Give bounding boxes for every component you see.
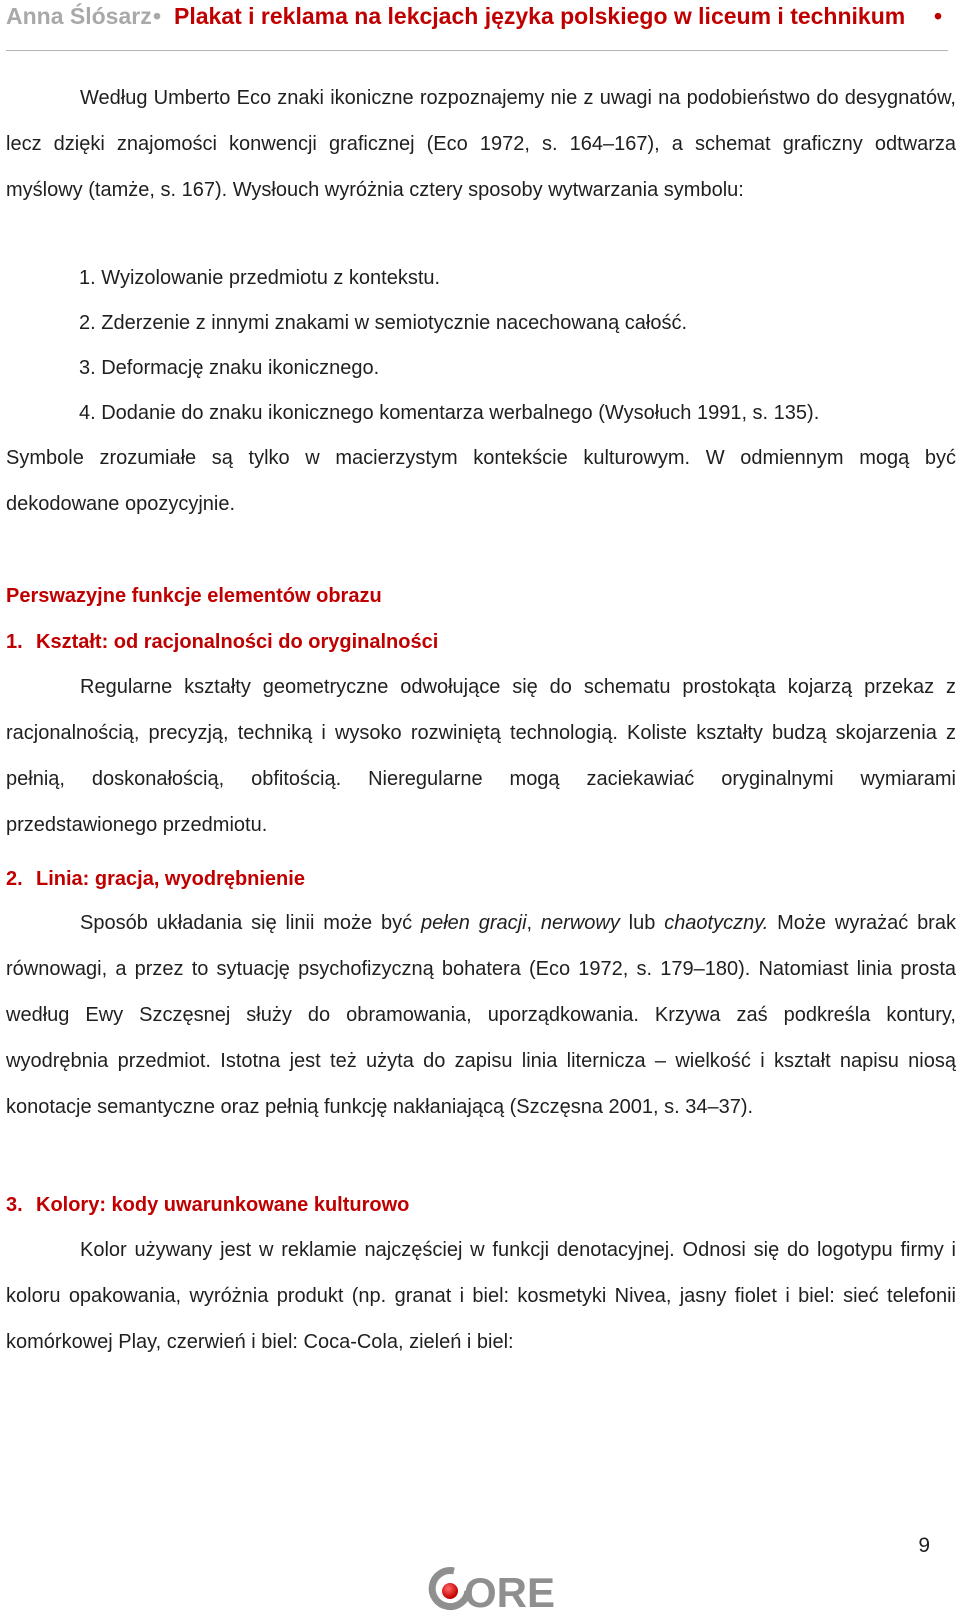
header-separator: • xyxy=(153,3,162,29)
header-trailing-bullet: • xyxy=(934,3,943,29)
subsection-number: 3. xyxy=(6,1194,23,1216)
italic-phrase: pełen gracji xyxy=(420,912,527,934)
closing-paragraph: Symbole zrozumiałe są tylko w macierzystym kontekście kulturowym. W odmiennym mogą być dekodowane opozycyjnie. xyxy=(6,447,956,515)
italic-phrase: nerwowy xyxy=(540,912,620,934)
colors-paragraph: Kolor używany jest w reklamie najczęściej w funkcji denotacyjnej. Odnosi się do logotypu firmy i koloru opakowania, wyróżnia produkt (np. granat i biel: kosmetyki Nivea, jasny fiolet i biel: sieć telefonii komórkowej Play, czerwień i biel: Coca-Cola, zieleń i biel: xyxy=(6,1239,956,1353)
list-item: 1. Wyizolowanie przedmiotu z kontekstu. xyxy=(79,267,441,289)
text-run: lub xyxy=(619,912,665,934)
list-item: 4. Dodanie do znaku ikonicznego komentarza werbalnego (Wysołuch 1991, s. 135). xyxy=(79,402,820,424)
shape-paragraph: Regularne kształty geometryczne odwołujące się do schematu prostokąta kojarzą przekaz z racjonalnością, precyzją, techniką i wysoko rozwiniętą technologią. Koliste kształty budzą skojarzenia z pełnią, doskonałością, obfitością. Nieregularne mogą zaciekawiać oryginalnymi wymiarami przedstawionego przedmiotu. xyxy=(6,676,956,836)
intro-paragraph: Według Umberto Eco znaki ikoniczne rozpoznajemy nie z uwagi na podobieństwo do desygnatów, lecz dzięki znajomości konwencji graficznej (Eco 1972, s. 164–167), a schemat graficzny odtwarza myślowy (tamże, s. 167). Wysłouch wyróżnia cztery sposoby wytwarzania symbolu: xyxy=(6,87,956,201)
italic-phrase: chaotyczny. xyxy=(664,912,769,934)
header-author: Anna Ślósarz xyxy=(6,3,152,29)
subsection-heading-colors xyxy=(6,1191,409,1219)
text-run: Sposób układania się linii może być xyxy=(80,912,421,934)
page-number: 9 xyxy=(918,1534,930,1557)
subsection-title: Kolory: kody uwarunkowane kulturowo xyxy=(36,1194,410,1216)
subsection-heading-line xyxy=(6,865,305,893)
subsection-number: 1. xyxy=(6,631,23,653)
text-run: Może wyrażać brak równowagi, a przez to sytuację psychofizyczną bohatera (Eco 1972, s. 179–180). Natomiast linia prosta według Ewy Szczęsnej służy do obramowania, uporządkowania. Krzywa zaś podkreśla kontury, wyodrębnia przedmiot. Istotna jest też użyta do zapisu linia liternicza – wielkość i kształt napisu niosą konotacje semantyczne oraz pełnią funkcję nakłaniającą (Szczęsna 2001, s. 34–37). xyxy=(6,912,956,1118)
subsection-heading-shape xyxy=(6,628,438,656)
logo-text: ORE xyxy=(464,1569,556,1613)
list-item: 3. Deformację znaku ikonicznego. xyxy=(79,357,380,379)
line-paragraph xyxy=(6,900,956,1130)
running-header xyxy=(6,0,948,51)
section-title: Perswazyjne funkcje elementów obrazu xyxy=(6,585,382,607)
text-run: , xyxy=(526,912,541,934)
subsection-title: Linia: gracja, wyodrębnienie xyxy=(36,868,305,890)
ore-logo-icon xyxy=(428,1565,556,1613)
subsection-title: Kształt: od racjonalności do oryginalności xyxy=(36,631,439,653)
list-item: 2. Zderzenie z innymi znakami w semiotycznie nacechowaną całość. xyxy=(79,312,688,334)
subsection-number: 2. xyxy=(6,868,23,890)
header-title: Plakat i reklama na lekcjach języka polskiego w liceum i technikum xyxy=(174,3,906,29)
